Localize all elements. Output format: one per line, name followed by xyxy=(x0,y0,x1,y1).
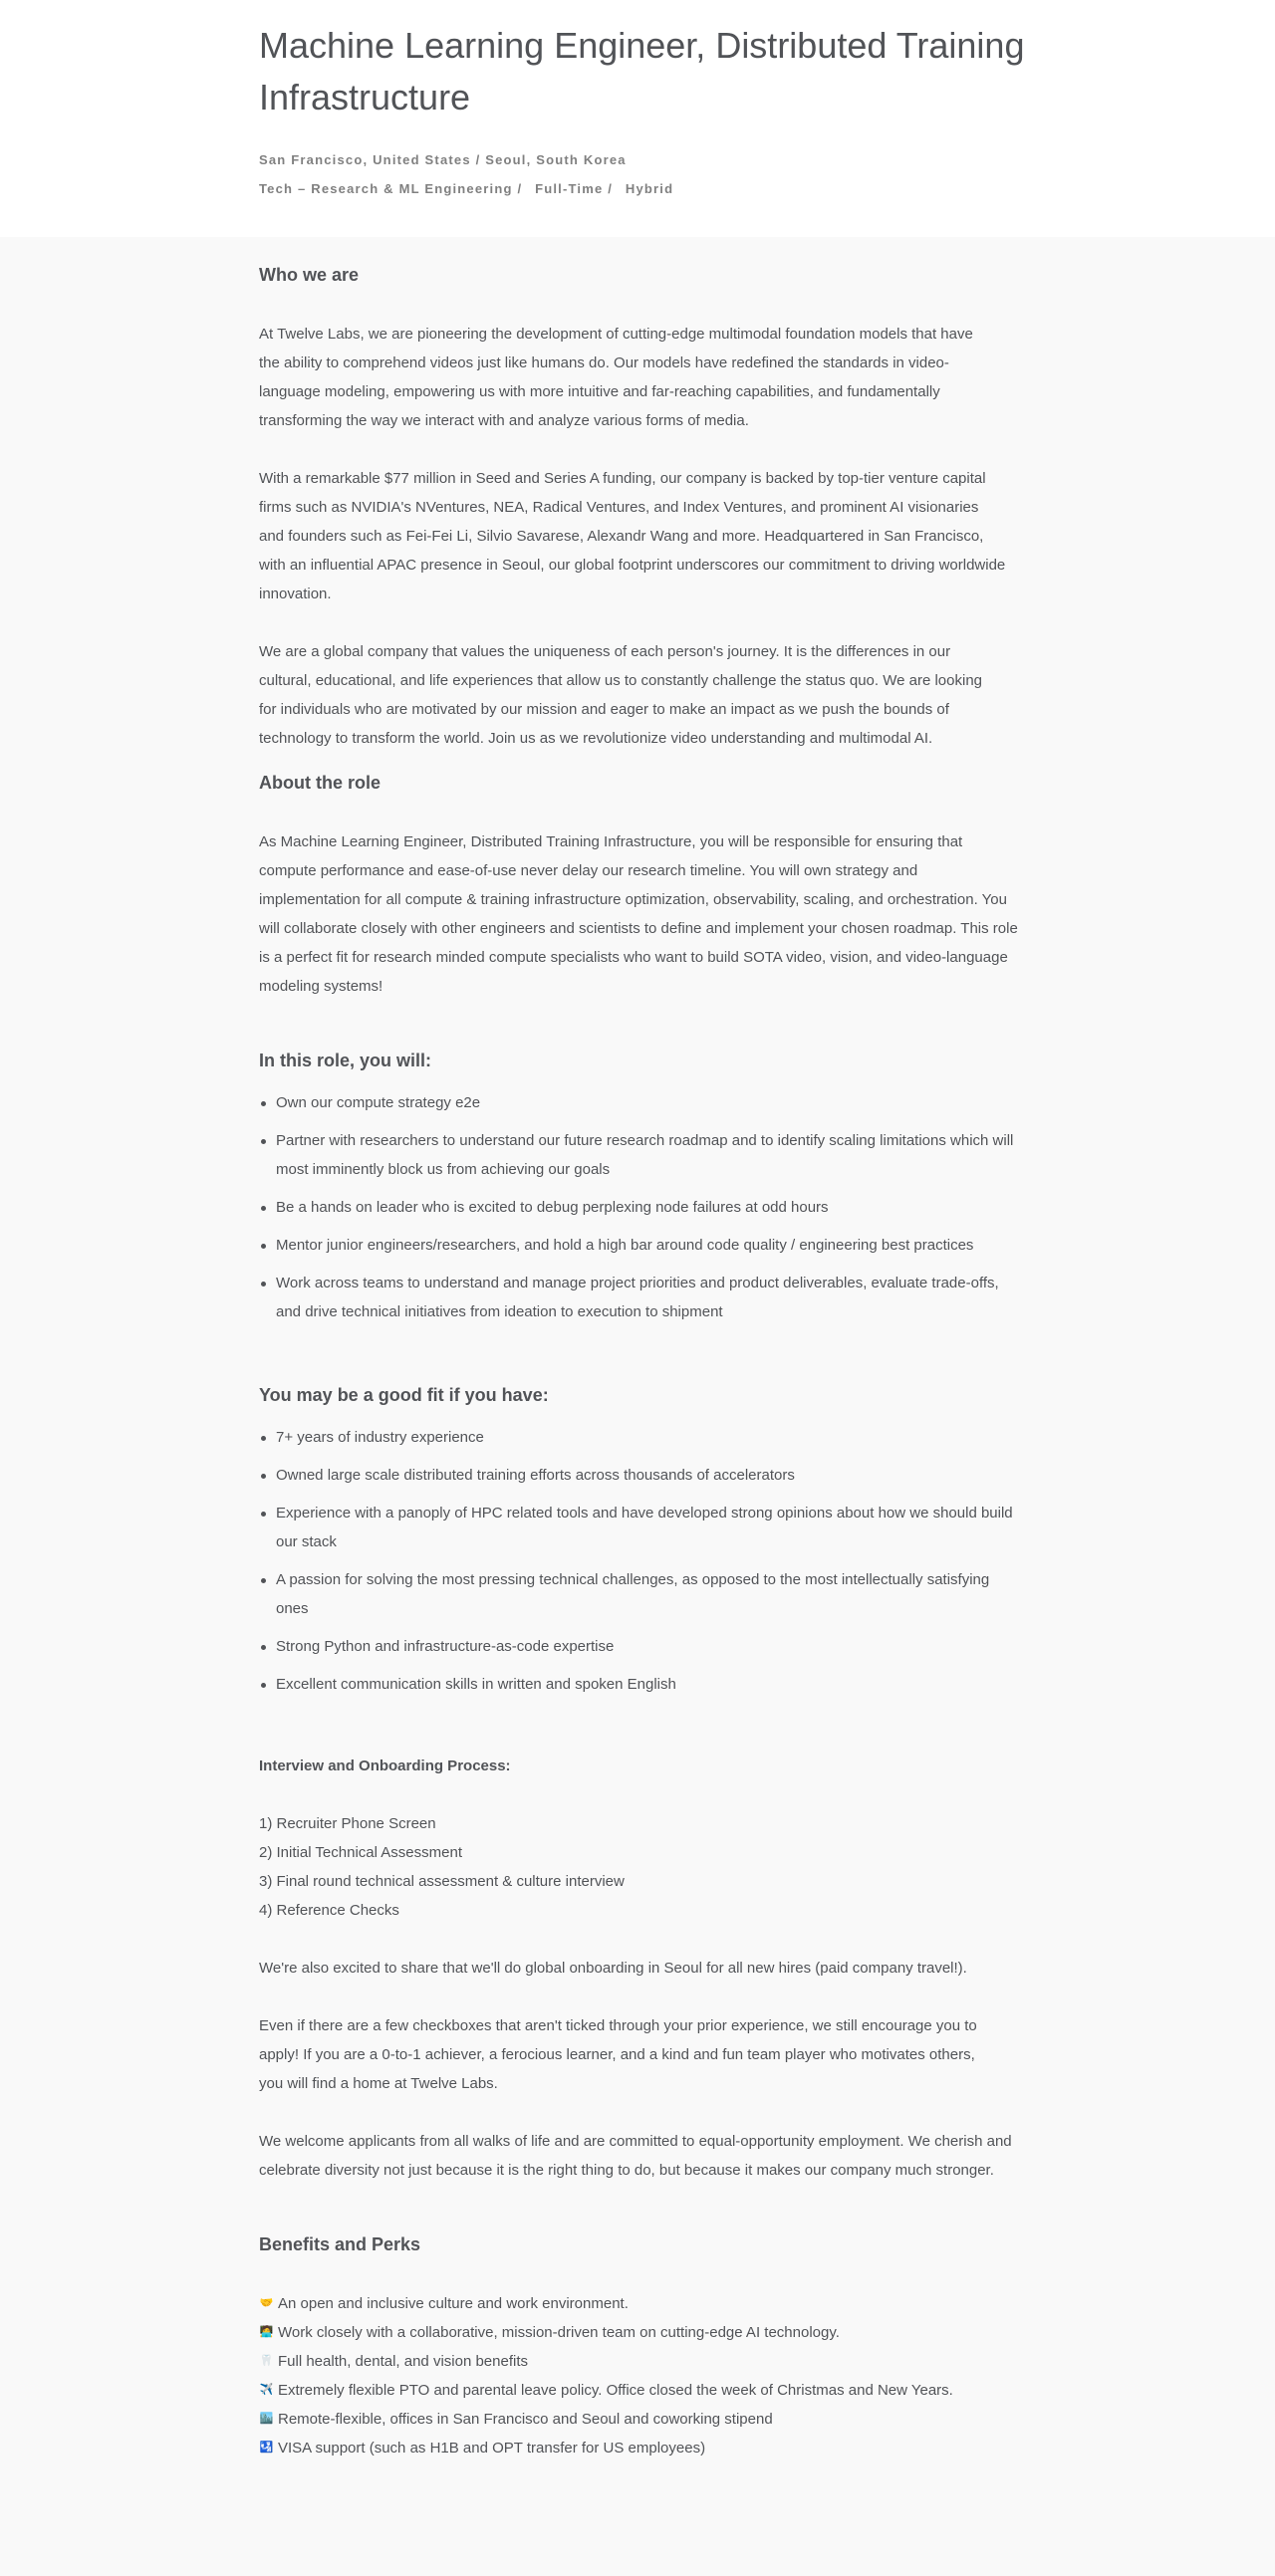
posting-content xyxy=(0,237,1275,2482)
benefit-item: 🏙️ Remote-flexible, offices in San Francisco and Seoul and coworking stipend xyxy=(259,2411,773,2428)
passport-icon: 🛂 xyxy=(259,2442,274,2454)
list-item: 7+ years of industry experience xyxy=(259,1423,1016,1452)
who-we-are-paragraph: With a remarkable $77 million in Seed and Series A funding, our company is backed by top-tier venture capital firms such as NVIDIA's NVentures, NEA, Radical Ventures, and Index Ventures, and prominent AI visionaries and founders such as Fei-Fei Li, Silvio Savarese, Alexandr Wang and more. Headquartered in San Francisco, with an influential APAC presence in Seoul, our global footprint underscores our commitment to driving worldwide innovation. xyxy=(259,470,1006,602)
benefit-item: 🛂 VISA support (such as H1B and OPT transfer for US employees) xyxy=(259,2440,706,2457)
category-row xyxy=(259,174,1016,203)
list-item: Experience with a panoply of HPC related tools and have developed strong opinions about how we should build our stack xyxy=(259,1499,1016,1556)
section-heading-who-we-are: Who we are xyxy=(259,265,360,285)
interview-process-label: Interview and Onboarding Process: xyxy=(259,1757,511,1774)
who-we-are-paragraph: We are a global company that values the uniqueness of each person's journey. It is the differences in our cultural, educational, and life experiences that allow us to constantly challenge the status quo. We are looking for individuals who are motivated by our mission and eager to make an impact as we push the bounds of technology to transform the world. Join us as we revolutionize video understanding and multimodal AI. xyxy=(259,643,982,747)
list-item: Excellent communication skills in written and spoken English xyxy=(259,1670,1016,1699)
commitment-label: Full-Time / xyxy=(535,181,614,196)
good-fit-list xyxy=(259,1423,1016,1699)
interview-steps xyxy=(259,1809,1016,1925)
posting-header xyxy=(0,0,1275,237)
list-item: A passion for solving the most pressing technical challenges, as opposed to the most intellectually satisfying ones xyxy=(259,1565,1016,1623)
cityscape-icon: 🏙️ xyxy=(259,2413,274,2425)
interview-step: 1) Recruiter Phone Screen xyxy=(259,1815,436,1832)
interview-step: 3) Final round technical assessment & culture interview xyxy=(259,1873,625,1890)
benefit-item: 🦷 Full health, dental, and vision benefits xyxy=(259,2353,528,2370)
handshake-icon: 🤝 xyxy=(259,2297,274,2309)
section-heading-benefits: Benefits and Perks xyxy=(259,2234,421,2254)
benefit-item: 🤝 An open and inclusive culture and work environment. xyxy=(259,2295,629,2312)
workplace-label: Hybrid xyxy=(625,181,674,196)
list-item: Strong Python and infrastructure-as-code expertise xyxy=(259,1632,1016,1661)
tooth-icon: 🦷 xyxy=(259,2355,274,2367)
location-label: San Francisco, United States / Seoul, South Korea xyxy=(259,152,627,167)
list-item: Own our compute strategy e2e xyxy=(259,1088,1016,1117)
who-we-are-paragraph: At Twelve Labs, we are pioneering the development of cutting-edge multimodal foundation models that have the ability to comprehend videos just like humans do. Our models have redefined the standards in video-language modeling, empowering us with more intuitive and far-reaching capabilities, and fundamentally transforming the way we interact with and analyze various forms of media. xyxy=(259,326,973,429)
list-item: Work across teams to understand and manage project priorities and product deliverables, evaluate trade-offs, and drive technical initiatives from ideation to execution to shipment xyxy=(259,1269,1016,1326)
about-role-paragraph: As Machine Learning Engineer, Distributed Training Infrastructure, you will be responsible for ensuring that compute performance and ease-of-use never delay our research timeline. You will own strategy and implementation for all compute & training infrastructure optimization, observability, scaling, and orchestration. You will collaborate closely with other engineers and scientists to define and implement your chosen roadmap. This role is a perfect fit for research minded compute specialists who want to build SOTA video, vision, and video-language modeling systems! xyxy=(259,833,1018,995)
section-heading-good-fit: You may be a good fit if you have: xyxy=(259,1385,549,1405)
interview-step: 4) Reference Checks xyxy=(259,1902,399,1919)
list-item: Mentor junior engineers/researchers, and hold a high bar around code quality / engineering best practices xyxy=(259,1231,1016,1260)
list-item: Be a hands on leader who is excited to debug perplexing node failures at odd hours xyxy=(259,1193,1016,1222)
section-heading-in-role: In this role, you will: xyxy=(259,1051,432,1070)
benefit-item: 🧑‍💻 Work closely with a collaborative, mission-driven team on cutting-edge AI technology. xyxy=(259,2324,840,2341)
airplane-icon: ✈️ xyxy=(259,2384,274,2396)
in-role-list xyxy=(259,1088,1016,1326)
equal-opportunity-paragraph: We welcome applicants from all walks of life and are committed to equal-opportunity employment. We cherish and celebrate diversity not just because it is the right thing to do, but because it makes our company much stronger. xyxy=(259,2133,1012,2179)
encourage-paragraph: Even if there are a few checkboxes that aren't ticked through your prior experience, we still encourage you to apply! If you are a 0-to-1 achiever, a ferocious learner, and a kind and fun team player who motivates others, you will find a home at Twelve Labs. xyxy=(259,2017,977,2092)
interview-step: 2) Initial Technical Assessment xyxy=(259,1844,462,1861)
posting-categories xyxy=(259,145,1016,203)
job-title: Machine Learning Engineer, Distributed Training Infrastructure xyxy=(259,25,1025,117)
section-heading-about-role: About the role xyxy=(259,773,381,793)
list-item: Partner with researchers to understand our future research roadmap and to identify scaling limitations which will most imminently block us from achieving our goals xyxy=(259,1126,1016,1184)
benefit-item: ✈️ Extremely flexible PTO and parental leave policy. Office closed the week of Christmas and New Years. xyxy=(259,2382,953,2399)
onboarding-paragraph: We're also excited to share that we'll do global onboarding in Seoul for all new hires (paid company travel!). xyxy=(259,1960,967,1977)
department-label: Tech – Research & ML Engineering / xyxy=(259,181,523,196)
benefits-list xyxy=(259,2289,1016,2462)
person-laptop-icon: 🧑‍💻 xyxy=(259,2326,274,2338)
list-item: Owned large scale distributed training efforts across thousands of accelerators xyxy=(259,1461,1016,1490)
